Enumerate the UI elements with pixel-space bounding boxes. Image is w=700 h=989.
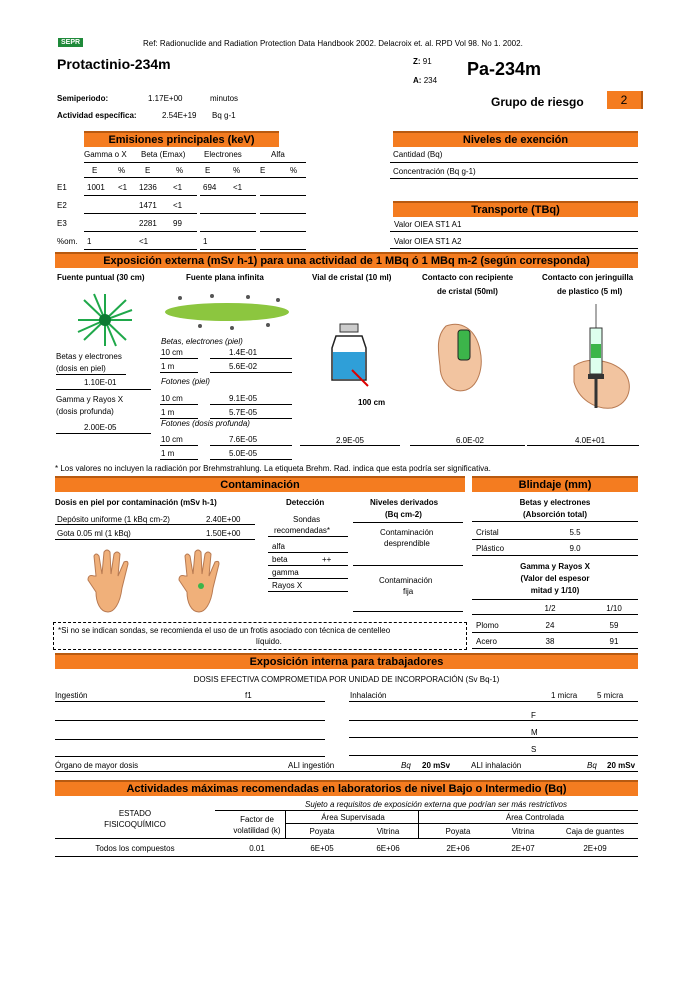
emission-cell: <1 [233, 183, 243, 192]
exemption-qty: Cantidad (Bq) [393, 150, 443, 159]
syringe-value: 4.0E+01 [574, 436, 606, 445]
factor-title-b: volatilidad (k) [233, 826, 281, 835]
point-gamma-label-b: (dosis profunda) [56, 407, 114, 416]
emission-subheader: % [233, 166, 241, 175]
emission-cell: 99 [173, 219, 182, 228]
col-container-b: de cristal (50ml) [437, 287, 498, 296]
transport-title: Transporte (TBq) [393, 201, 638, 217]
risk-value: 2 [607, 91, 643, 109]
transport-a1: Valor OIEA ST1 A1 [394, 220, 462, 229]
internal-subtitle: DOSIS EFECTIVA COMPROMETIDA POR UNIDAD DE INCORPORACIÓN (Sv Bq-1) [193, 675, 500, 684]
plane-value: 5.6E-02 [229, 362, 258, 371]
nuclide-name: Protactinio-234m [57, 56, 171, 72]
shield-material: Plástico [476, 544, 505, 553]
emission-cell: <1 [118, 183, 128, 192]
class-s: S [531, 745, 537, 754]
probe-rating: ++ [322, 555, 332, 564]
emission-cell: <1 [173, 201, 183, 210]
nuclide-symbol: Pa-234m [467, 59, 542, 79]
skin-dose-title: Dosis en piel por contaminación (mSv h-1) [55, 498, 217, 507]
state-title-a: ESTADO [118, 809, 152, 818]
z-label: Z: [413, 57, 421, 66]
emission-subheader: E [92, 166, 98, 175]
max-col-header: Vitrina [376, 827, 400, 836]
exemption-conc: Concentración (Bq g-1) [393, 167, 476, 176]
group-electrons: Electrones [204, 150, 242, 159]
state-title-b: FISICOQUÍMICO [104, 820, 166, 829]
max-row-value: 2E+07 [511, 844, 535, 853]
emission-cell: <1 [139, 237, 149, 246]
drop-label: Gota 0.05 ml (1 kBq) [57, 529, 131, 538]
plane-value: 1.4E-01 [229, 348, 258, 357]
shield-material: Acero [476, 637, 497, 646]
container-value: 6.0E-02 [455, 436, 485, 445]
a-label: A: [413, 76, 422, 85]
transport-a2: Valor OIEA ST1 A2 [394, 237, 462, 246]
ali-ingestion: ALI ingestión [288, 761, 335, 770]
probe-name: gamma [272, 568, 299, 577]
shield-value: 5.5 [569, 528, 581, 537]
shield-gamma-title-c: mitad y 1/10) [530, 586, 580, 595]
hand-drop-icon [177, 548, 227, 616]
plane-value: 7.6E-05 [229, 435, 258, 444]
col-syringe-b: de plastico (5 ml) [557, 287, 623, 296]
organ-label: Órgano de mayor dosis [55, 761, 139, 770]
class-m: M [531, 728, 538, 737]
ali-ing-dose: 20 mSv [422, 761, 451, 770]
vial-icon [328, 322, 373, 392]
emission-cell: 1 [203, 237, 208, 246]
derived-title-a: Niveles derivados [370, 498, 439, 507]
emission-cell: 1236 [139, 183, 157, 192]
probes-title-b: recomendadas* [274, 526, 331, 535]
plane-source-icon [160, 292, 295, 332]
max-col-header: Poyata [445, 827, 471, 836]
probe-name: alfa [272, 542, 285, 551]
controlled-title: Área Controlada [505, 813, 565, 822]
supervised-title: Área Supervisada [321, 813, 385, 822]
emission-subheader: E [260, 166, 266, 175]
shield-half-value: 24 [545, 621, 555, 630]
activity-value: 2.54E+19 [162, 111, 197, 120]
group-alpha: Alfa [271, 150, 285, 159]
probe-name: Rayos X [272, 581, 303, 590]
point-gamma-label-a: Gamma y Rayos X [56, 395, 124, 404]
col-plane-source: Fuente plana infinita [186, 273, 264, 282]
point-gamma-value: 2.00E-05 [84, 423, 117, 432]
plane-photd-title: Fotones (dosis profunda) [161, 419, 250, 428]
removable-b: desprendible [384, 539, 430, 548]
shield-material: Plomo [476, 621, 499, 630]
ingestion-label: Ingestión [55, 691, 88, 700]
ali-inh-unit: Bq [587, 761, 597, 770]
class-f: F [531, 711, 536, 720]
sepr-logo: SEPR [58, 38, 83, 47]
group-gamma: Gamma o X [84, 150, 127, 159]
point-beta-label-b: (dosis en piel) [56, 364, 106, 373]
plane-value: 5.0E-05 [229, 449, 258, 458]
max-row-value: 6E+05 [310, 844, 334, 853]
plane-distance: 10 cm [161, 394, 183, 403]
reference: Ref: Radionuclide and Radiation Protection Data Handbook 2002. Delacroix et. al. RPD Vol 98. No 1. 2002. [143, 39, 523, 48]
exemption-title: Niveles de exención [393, 131, 638, 147]
removable-a: Contaminación [380, 528, 434, 537]
shielding-title: Blindaje (mm) [472, 476, 638, 492]
probe-footnote-a: *Si no se indican sondas, se recomienda el uso de un frotis asociado con técnica de centelleo [58, 626, 391, 635]
emission-subheader: % [118, 166, 126, 175]
shield-tenth-value: 59 [609, 621, 619, 630]
internal-title: Exposición interna para trabajadores [55, 653, 638, 669]
inhalation-label: Inhalación [350, 691, 387, 700]
emission-cell: 694 [203, 183, 217, 192]
plane-value: 9.1E-05 [229, 394, 258, 403]
col-container-a: Contacto con recipiente [422, 273, 514, 282]
external-note: * Los valores no incluyen la radiación por Brehmstrahlung. La etiqueta Brehm. Rad. indica que esta podría ser significativa. [55, 464, 491, 473]
shield-col-half: 1/2 [544, 604, 556, 613]
z-value: 91 [422, 57, 432, 66]
shield-half-value: 38 [545, 637, 555, 646]
half-life-label: Semiperiodo: [57, 94, 109, 103]
emission-subheader: % [176, 166, 184, 175]
hand-uniform-icon [86, 548, 136, 616]
vial-distance: 100 cm [358, 398, 386, 407]
group-beta: Beta (Emax) [141, 150, 186, 159]
emission-row-label: E3 [57, 219, 67, 228]
f1-label: f1 [245, 691, 252, 700]
container-hand-icon [432, 316, 492, 396]
max-row-value: 2E+09 [583, 844, 607, 853]
plane-distance: 10 cm [161, 348, 183, 357]
ali-inhalation: ALI inhalación [471, 761, 522, 770]
probe-footnote-b: líquido. [256, 637, 282, 646]
shield-beta-title-a: Betas y electrones [519, 498, 591, 507]
emissions-title: Emisiones principales (keV) [84, 131, 279, 147]
micra-5: 5 micra [597, 691, 624, 700]
plane-distance: 1 m [161, 408, 175, 417]
plane-distance: 1 m [161, 449, 175, 458]
probes-title-a: Sondas [293, 515, 321, 524]
half-life-unit: minutos [210, 94, 239, 103]
factor-title-a: Factor de [240, 815, 274, 824]
contamination-title: Contaminación [55, 476, 465, 492]
emission-cell: 1 [87, 237, 92, 246]
syringe-icon [568, 300, 638, 412]
shield-col-tenth: 1/10 [606, 604, 622, 613]
ali-ing-unit: Bq [401, 761, 411, 770]
half-life-value: 1.17E+00 [148, 94, 183, 103]
micra-1: 1 micra [551, 691, 578, 700]
plane-distance: 10 cm [161, 435, 183, 444]
emission-row-label: E1 [57, 183, 67, 192]
col-point-source: Fuente puntual (30 cm) [57, 273, 145, 282]
col-vial: Vial de cristal (10 ml) [312, 273, 392, 282]
point-source-icon [70, 290, 140, 350]
point-beta-label-a: Betas y electrones [56, 352, 122, 361]
shield-value: 9.0 [569, 544, 581, 553]
plane-value: 5.7E-05 [229, 408, 258, 417]
shield-material: Cristal [476, 528, 499, 537]
emission-cell: 1001 [87, 183, 105, 192]
max-row-factor: 0.01 [249, 844, 265, 853]
max-col-header: Vitrina [511, 827, 535, 836]
uniform-value: 2.40E+00 [206, 515, 241, 524]
fixed-a: Contaminación [379, 576, 433, 585]
emission-cell: <1 [173, 183, 183, 192]
emission-subheader: E [205, 166, 211, 175]
max-row-value: 6E+06 [376, 844, 400, 853]
risk-label: Grupo de riesgo [491, 95, 584, 109]
max-row-value: 2E+06 [446, 844, 470, 853]
max-col-header: Poyata [309, 827, 335, 836]
probe-name: beta [272, 555, 288, 564]
plane-phot-title: Fotones (piel) [161, 377, 210, 386]
shield-gamma-title-b: (Valor del espesor [520, 574, 590, 583]
shield-gamma-title-a: Gamma y Rayos X [520, 562, 590, 571]
activity-label: Actividad específica: [57, 111, 137, 120]
activity-unit: Bq g-1 [212, 111, 236, 120]
plane-beta-title: Betas, electrones (piel) [161, 337, 243, 346]
emission-cell: 2281 [139, 219, 157, 228]
shield-beta-title-b: (Absorción total) [523, 510, 587, 519]
emission-cell: 1471 [139, 201, 157, 210]
emission-row-label: %om. [57, 237, 78, 246]
max-col-header: Caja de guantes [565, 827, 625, 836]
max-activities-title: Actividades máximas recomendadas en laboratorios de nivel Bajo o Intermedio (Bq) [55, 780, 638, 796]
emission-subheader: E [145, 166, 151, 175]
emission-subheader: % [290, 166, 298, 175]
point-beta-value: 1.10E-01 [84, 378, 117, 387]
probe-footnote-box [53, 622, 467, 650]
emission-row-label: E2 [57, 201, 67, 210]
plane-distance: 1 m [161, 362, 175, 371]
a-value: 234 [423, 76, 438, 85]
derived-title-b: (Bq cm-2) [385, 510, 422, 519]
shield-tenth-value: 91 [609, 637, 619, 646]
drop-value: 1.50E+00 [206, 529, 241, 538]
uniform-label: Depósito uniforme (1 kBq cm-2) [57, 515, 170, 524]
max-row-state: Todos los compuestos [95, 844, 175, 853]
ali-inh-dose: 20 mSv [607, 761, 636, 770]
external-title: Exposición externa (mSv h-1) para una actividad de 1 MBq ó 1 MBq m-2 (según corresponda) [55, 252, 638, 268]
max-subject: Sujeto a requisitos de exposición externa que podrían ser más restrictivos [305, 800, 567, 809]
col-syringe-a: Contacto con jeringuilla [542, 273, 634, 282]
vial-value: 2.9E-05 [335, 436, 365, 445]
fixed-b: fija [403, 587, 414, 596]
detection-title: Detección [286, 498, 325, 507]
